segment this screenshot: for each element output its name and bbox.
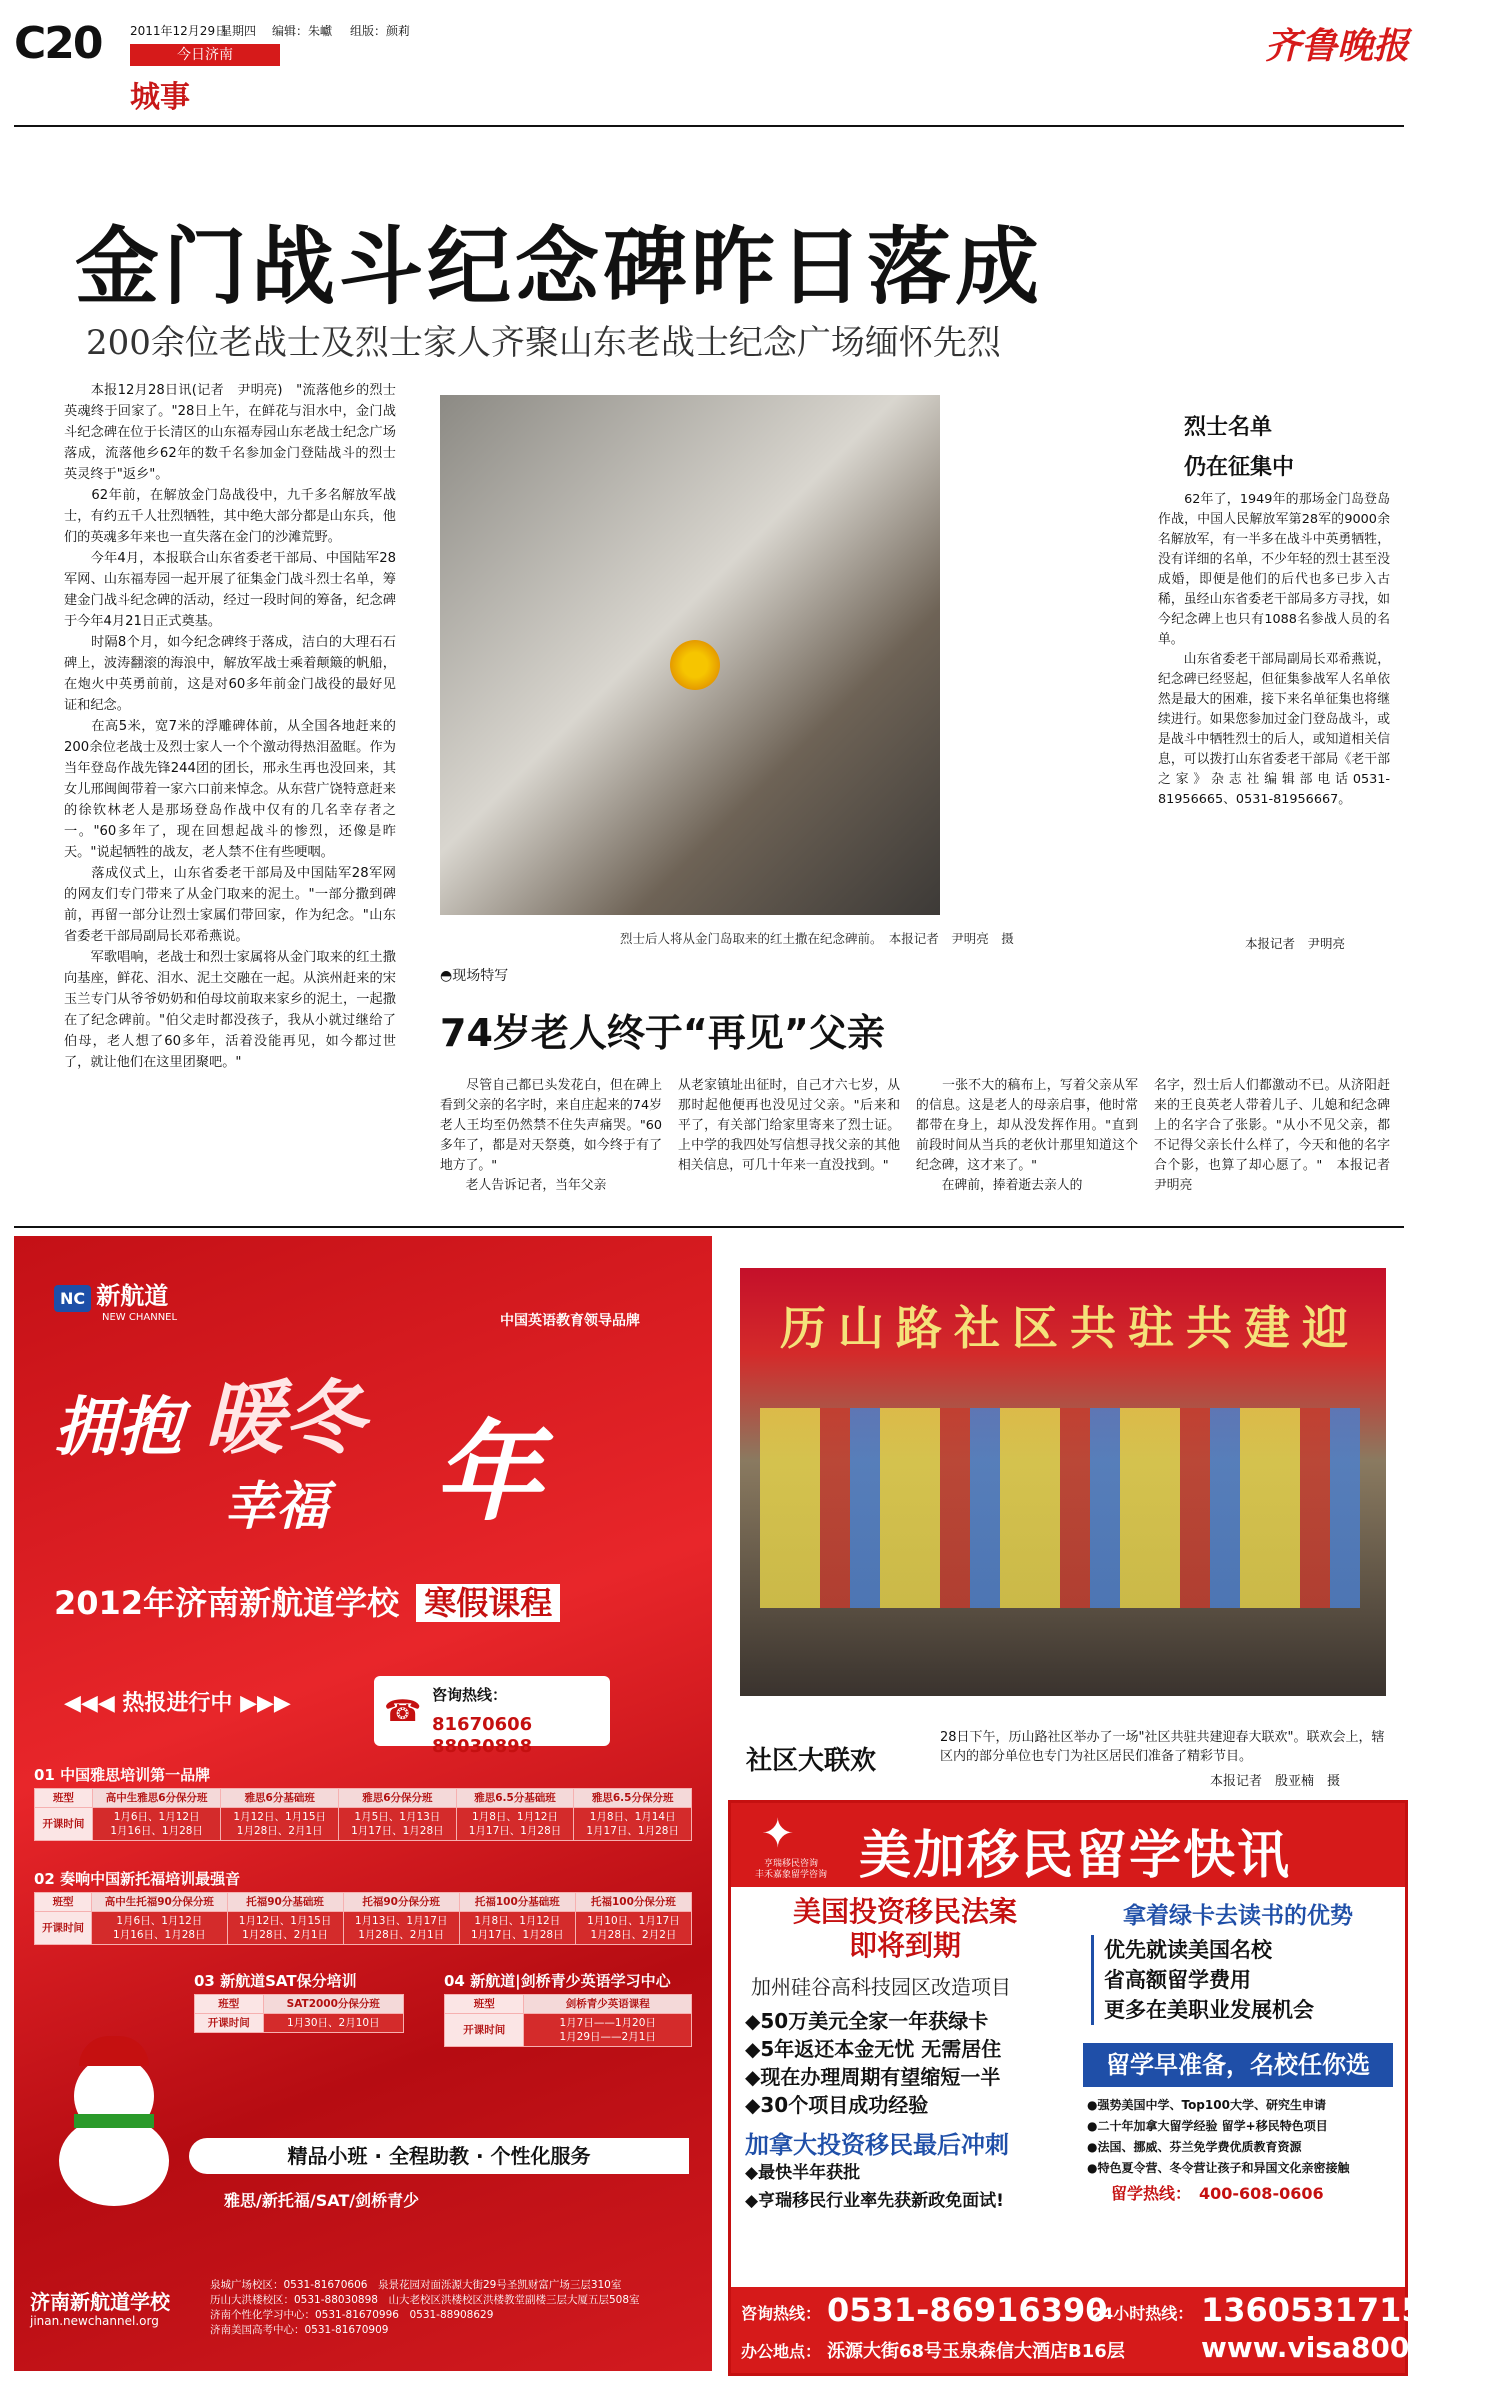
ad-url[interactable]: www.visa800.com xyxy=(1201,2331,1485,2364)
maple-leaf-icon: ✦ xyxy=(761,1811,795,1857)
newspaper-logo: 齐鲁晚报 xyxy=(1265,26,1410,67)
table-row xyxy=(35,1912,692,1945)
list-item: ●二十年加拿大留学经验 留学+移民特色项目 xyxy=(1087,2119,1328,2133)
feature-kicker: ◓现场特写 xyxy=(440,968,509,984)
sidebar-byline: 本报记者 尹明亮 xyxy=(1245,936,1346,951)
snowman-icon xyxy=(54,2036,174,2206)
sec1-title: 01 中国雅思培训第一品牌 xyxy=(34,1766,211,1784)
canada-list xyxy=(745,2159,1004,2215)
toefl-table xyxy=(34,1892,692,1945)
layout-editor: 组版：颜莉 xyxy=(350,24,411,38)
list-item: ◆现在办理周期有望缩短一半 xyxy=(745,2065,1001,2089)
hotline-box xyxy=(374,1676,610,1757)
table-cell: 1月30日、2月10日 xyxy=(263,2014,403,2033)
slogan-c: 幸福 xyxy=(224,1476,329,1537)
table-cell: 1月6日、1月12日 1月16日、1月28日 xyxy=(92,1912,227,1945)
schedule-table xyxy=(34,1788,692,1841)
hotline-label: 咨询热线： xyxy=(432,1686,508,1704)
memorial-photo xyxy=(440,395,940,915)
list-item: 优先就读美国名校 xyxy=(1104,1938,1272,1962)
table-cell: 1月7日——1月20日 1月29日——2月1日 xyxy=(524,2014,692,2047)
flower-icon xyxy=(670,640,720,690)
table-cell: 1月13日、1月17日 1月28日、2月1日 xyxy=(343,1912,459,1945)
list-item: ◆最快半年获批 xyxy=(745,2163,861,2183)
camera-icon: ◓ xyxy=(440,968,453,984)
list-item: 更多在美职业发展机会 xyxy=(1104,1998,1314,2022)
page-number: C20 xyxy=(14,18,102,69)
table-cell: 1月12日、1月15日 1月28日、2月1日 xyxy=(221,1808,339,1841)
table-cell: 高中生雅思6分保分班 xyxy=(92,1789,221,1808)
table-cell: 开课时间 xyxy=(195,2014,264,2033)
ad-footer xyxy=(731,2287,1485,2373)
consult-number: 0531-86916390 xyxy=(827,2291,1108,2329)
newchannel-logo: NC 新航道 NEW CHANNEL xyxy=(54,1276,177,1323)
photo-caption: 烈士后人将从金门岛取来的红土撒在纪念碑前。 本报记者 尹明亮 摄 xyxy=(620,931,1014,946)
section-title: 城事 xyxy=(130,80,190,115)
table-row xyxy=(35,1808,692,1841)
consult-label: 咨询热线： xyxy=(741,2304,822,2323)
sidebar-title-1: 烈士名单 xyxy=(1184,415,1273,440)
table-cell: 1月8日、1月12日 1月17日、1月28日 xyxy=(459,1912,575,1945)
list-item: ◆5年返还本金无忧 无需居住 xyxy=(745,2037,1002,2061)
editor: 编辑：朱巘 xyxy=(272,24,333,38)
table-cell: 托福90分保分班 xyxy=(343,1893,459,1912)
community-title: 社区大联欢 xyxy=(746,1746,877,1776)
phone-icon: ☎ xyxy=(384,1694,422,1729)
issue-date: 2011年12月29日 xyxy=(130,24,228,38)
sec4-title: 04 新航道|剑桥青少英语学习中心 xyxy=(444,1972,671,1990)
table-row xyxy=(35,1893,692,1912)
schedule-table xyxy=(194,1994,404,2033)
table-cell: 雅思6分基础班 xyxy=(221,1789,339,1808)
motto-bar: 精品小班 · 全程助教 · 个性化服务 xyxy=(189,2138,689,2174)
table-cell: 开课时间 xyxy=(445,2014,524,2047)
ad-title: 美加移民留学快讯 xyxy=(859,1826,1292,1886)
nc-logo-icon: NC xyxy=(54,1285,91,1312)
list-item: 省高额留学费用 xyxy=(1104,1968,1251,1992)
table-cell: SAT2000分保分班 xyxy=(263,1995,403,2014)
school-name: 济南新航道学校 xyxy=(30,2290,170,2314)
feature-headline: 74岁老人终于“再见”父亲 xyxy=(440,1011,885,1055)
community-caption: 28日下午，历山路社区举办了一场"社区共驻共建迎春大联欢"。联欢会上，辖区内的部分单位也专门为社区居民们准备了精彩节目。 xyxy=(940,1730,1385,1764)
table-cell: 雅思6分保分班 xyxy=(339,1789,457,1808)
us-law-sub: 加州硅谷高科技园区改造项目 xyxy=(751,1975,1011,1999)
list-item: ●法国、挪威、芬兰免学费优质教育资源 xyxy=(1087,2140,1302,2154)
us-law-heading: 美国投资移民法案 即将到期 xyxy=(792,1895,1017,1962)
us-law-list xyxy=(745,2007,1001,2119)
sat-table xyxy=(194,1994,404,2033)
hotline-number: 81670606 88030898 xyxy=(432,1714,551,1757)
study-hotline: 留学热线： 400-608-0606 xyxy=(1111,2184,1324,2203)
subheadline: 200余位老战士及烈士家人齐聚山东老战士纪念广场缅怀先烈 xyxy=(86,323,1001,363)
addr-text: 泺源大街68号玉泉森信大酒店B16层 xyxy=(827,2341,1125,2362)
table-cell: 1月12日、1月15日 1月28日、2月1日 xyxy=(227,1912,343,1945)
feature-col-4: 名字，烈士后人们都激动不已。从济阳赶来的王良英老人带着儿子、儿媳和纪念碑上的名字合了张影。"从小不见父亲，都不记得父亲长什么样了，今天和他的名字合个影，也算了却心愿了。" 本报记者 尹明亮 xyxy=(1154,1078,1403,1193)
table-row xyxy=(195,1995,404,2014)
table-row xyxy=(35,1789,692,1808)
schedule-table xyxy=(444,1994,692,2047)
list-item: ◆30个项目成功经验 xyxy=(745,2093,929,2117)
table-cell: 1月5日、1月13日 1月17日、1月28日 xyxy=(339,1808,457,1841)
sec3-title: 03 新航道SAT保分培训 xyxy=(194,1972,357,1990)
table-cell: 班型 xyxy=(35,1789,93,1808)
newchannel-tagline: 中国英语教育领导品牌 xyxy=(500,1313,640,1329)
table-cell: 剑桥青少英语课程 xyxy=(524,1995,692,2014)
list-item: ●强势美国中学、Top100大学、研究生申请 xyxy=(1087,2098,1326,2112)
school-contacts: 泉城广场校区：0531-81670606 泉景花园对面泺源大街29号圣凯财富广场三层310室 历山大洪楼校区：0531-88030898 山大老校区洪楼校区洪楼教堂副楼三层大厦五层508室 济南个性化学习中心：0531-81670996 0531-88908629 济南美国高考中心：0531-81670909 xyxy=(210,2279,640,2336)
hour-label: 24小时热线： xyxy=(1091,2304,1194,2323)
community-byline: 本报记者 殷亚楠 摄 xyxy=(1210,1774,1341,1789)
table-cell: 1月8日、1月14日 1月17日、1月28日 xyxy=(574,1808,692,1841)
table-cell: 开课时间 xyxy=(35,1912,92,1945)
table-row xyxy=(445,1995,692,2014)
table-cell: 1月6日、1月12日 1月16日、1月28日 xyxy=(92,1808,221,1841)
school-url: jinan.newchannel.org xyxy=(30,2314,159,2328)
canada-heading: 加拿大投资移民最后冲刺 xyxy=(745,2131,1009,2159)
addr-label: 办公地点： xyxy=(741,2342,822,2361)
header-rule xyxy=(14,125,1404,127)
weekday: 星期四 xyxy=(220,24,257,38)
study-list xyxy=(1091,1935,1404,2025)
newchannel-ad xyxy=(14,1236,712,2371)
table-cell: 托福100分保分班 xyxy=(575,1893,691,1912)
study-heading: 拿着绿卡去读书的优势 xyxy=(1123,1903,1353,1929)
table-cell: 1月10日、1月17日 1月28日、2月2日 xyxy=(575,1912,691,1945)
slogan-b: 暖冬 xyxy=(204,1371,364,1465)
table-cell: 开课时间 xyxy=(35,1808,93,1841)
course-title: 2012年济南新航道学校 寒假课程 xyxy=(54,1578,560,1624)
feature-col-3: 一张不大的稿布上，写着父亲从军的信息。这是老人的母亲启事，他时常都带在身上，却从没发挥作用。"直到前段时间从当兵的老伙计那里知道这个纪念碑，这才来了。" 在碑前，捧着逝去亲人的 xyxy=(916,1078,1138,1193)
list-item: ◆亨瑞移民行业率先获新政免面试! xyxy=(745,2191,1004,2211)
sidebar-body: 62年了，1949年的那场金门岛登岛作战，中国人民解放军第28军的9000余名解放军，有一半多在战斗中英勇牺牲，没有详细的名单，不少年轻的烈士甚至没成婚，即便是他们的后代也多已步入古稀，虽经山东省委老干部局多方寻找，如今纪念碑上也只有1088名参战人员的名单。 山东省委老干部局副局长邓希燕说，纪念碑已经竖起，但征集参战军人名单依然是最大的困难，接下来名单征集也将继续进行。如果您参加过金门登岛战斗，或是战斗中牺牲烈士的后人，或知道相关信息，可以拨打山东省委老干部局《老干部之家》杂志社编辑部电话0531-81956665、0531-81956667。 xyxy=(1158,492,1390,807)
courses-line: 雅思/新托福/SAT/剑桥青少 xyxy=(224,2191,420,2210)
feature-col-2: 从老家镇址出征时，自己才六七岁，从那时起他便再也没见过父亲。"后来和平了，有关部门给家里寄来了烈士证。上中学的我四处写信想寻找父亲的其他相关信息，可几十年来一直没找到。" xyxy=(678,1078,900,1173)
section-tag: 今日济南 xyxy=(130,44,280,66)
table-cell: 高中生托福90分保分班 xyxy=(92,1893,227,1912)
table-cell: 班型 xyxy=(445,1995,524,2014)
hour-number: 13605317156 xyxy=(1201,2291,1446,2329)
slogan-d: 年 xyxy=(434,1410,543,1536)
table-row xyxy=(445,2014,692,2047)
table-cell: 托福100分基础班 xyxy=(459,1893,575,1912)
community-banner-text: 历山路社区共驻共建迎 xyxy=(780,1301,1360,1355)
sidebar-title-2: 仍在征集中 xyxy=(1184,455,1295,480)
table-cell: 托福90分基础班 xyxy=(227,1893,343,1912)
ad-company: 亨瑞移民咨询 丰禾嘉象留学咨询 xyxy=(754,1859,827,1880)
headline: 金门战斗纪念碑昨日落成 xyxy=(75,218,1044,316)
table-cell: 1月8日、1月12日 1月17日、1月28日 xyxy=(456,1808,574,1841)
article-body: 本报12月28日讯(记者 尹明亮) "流落他乡的烈士英魂终于回家了。"28日上午，在鲜花与泪水中，金门战斗纪念碑在位于长清区的山东福寿园山东老战士纪念广场落成，流落他乡62年的数千名参加金门登陆战斗的烈士英灵终于"返乡"。 62年前，在解放金门岛战役中，九千多名解放军战士，有约五千人壮烈牺牲，其中绝大部分都是山东兵，他们的英魂多年来也一直失落在金门的沙滩荒野。 今年4月，本报联合山东省委老干部局、中国陆军28军网、山东福寿园一起开展了征集金门战斗烈士名单，筹建金门战斗纪念碑的活动，经过一段时间的筹备，纪念碑于今年4月21日正式奠基。 时隔8个月，如今纪念碑终于落成，洁白的大理石石碑上，波涛翻滚的海浪中，解放军战士乘着颠簸的帆船，在炮火中英勇前前，这是对60多年前金门战役的最好见证和纪念。 在高5米，宽7米的浮雕碑体前，从全国各地赶来的200余位老战士及烈士家人一个个激动得热泪盈眶。作为当年登岛作战先锋244团的团长，邢永生再也没回来，其女儿邢闽闽带着一家六口前来悼念。从东营广饶特意赶来的徐钦林老人是那场登岛作战中仅有的几名幸存者之一。"60多年了，现在回想起战斗的惨烈，还像是昨天。"说起牺牲的战友，老人禁不住有些哽咽。 落成仪式上，山东省委老干部局及中国陆军28军网的网友们专门带来了从金门取来的泥土。"一部分撒到碑前，再留一部分让烈士家属们带回家，作为纪念。"山东省委老干部局副局长邓希燕说。 军歌唱响，老战士和烈士家属将从金门取来的红土撒向基座，鲜花、泪水、泥土交融在一起。从滨州赶来的宋玉兰专门从爷爷奶奶和伯母坟前取来家乡的泥土，一起撒在了纪念碑前。"伯父走时都没孩子，我从小就过继给了伯母，老人想了60多年，活着没能再见，如今都过世了，就让他们在这里团聚吧。" xyxy=(64,383,396,1070)
cambridge-table xyxy=(444,1994,692,2047)
list-item: ◆50万美元全家一年获绿卡 xyxy=(745,2009,989,2033)
study-heading-2: 留学早准备，名校任你选 xyxy=(1083,2043,1393,2087)
feature-col-1: 尽管自己都已头发花白，但在碑上看到父亲的名字时，来自庄起来的74岁老人王均至仍然禁不住失声痛哭。"60多年了，都是对天祭奠，如今终于有了地方了。" 老人告诉记者，当年父亲 xyxy=(440,1078,662,1193)
table-cell: 雅思6.5分保分班 xyxy=(574,1789,692,1808)
schedule-table xyxy=(34,1892,692,1945)
ad-header xyxy=(731,1803,1405,1887)
study-list-2 xyxy=(1087,2095,1349,2179)
section-divider xyxy=(14,1226,1404,1228)
sec2-title: 02 奏响中国新托福培训最强音 xyxy=(34,1870,241,1888)
list-item: ●特色夏令营、冬令营让孩子和异国文化亲密接触 xyxy=(1087,2161,1350,2175)
ielts-table xyxy=(34,1788,692,1841)
table-cell: 雅思6.5分基础班 xyxy=(456,1789,574,1808)
performers xyxy=(760,1408,1360,1608)
table-row xyxy=(195,2014,404,2033)
immigration-ad xyxy=(728,1800,1485,2376)
table-cell: 班型 xyxy=(35,1893,92,1912)
table-cell: 班型 xyxy=(195,1995,264,2014)
hot-enrolling: ◀◀◀ 热报进行中 ▶▶▶ xyxy=(64,1691,291,1716)
slogan-a: 拥抱 xyxy=(54,1390,182,1465)
community-photo xyxy=(740,1268,1386,1696)
